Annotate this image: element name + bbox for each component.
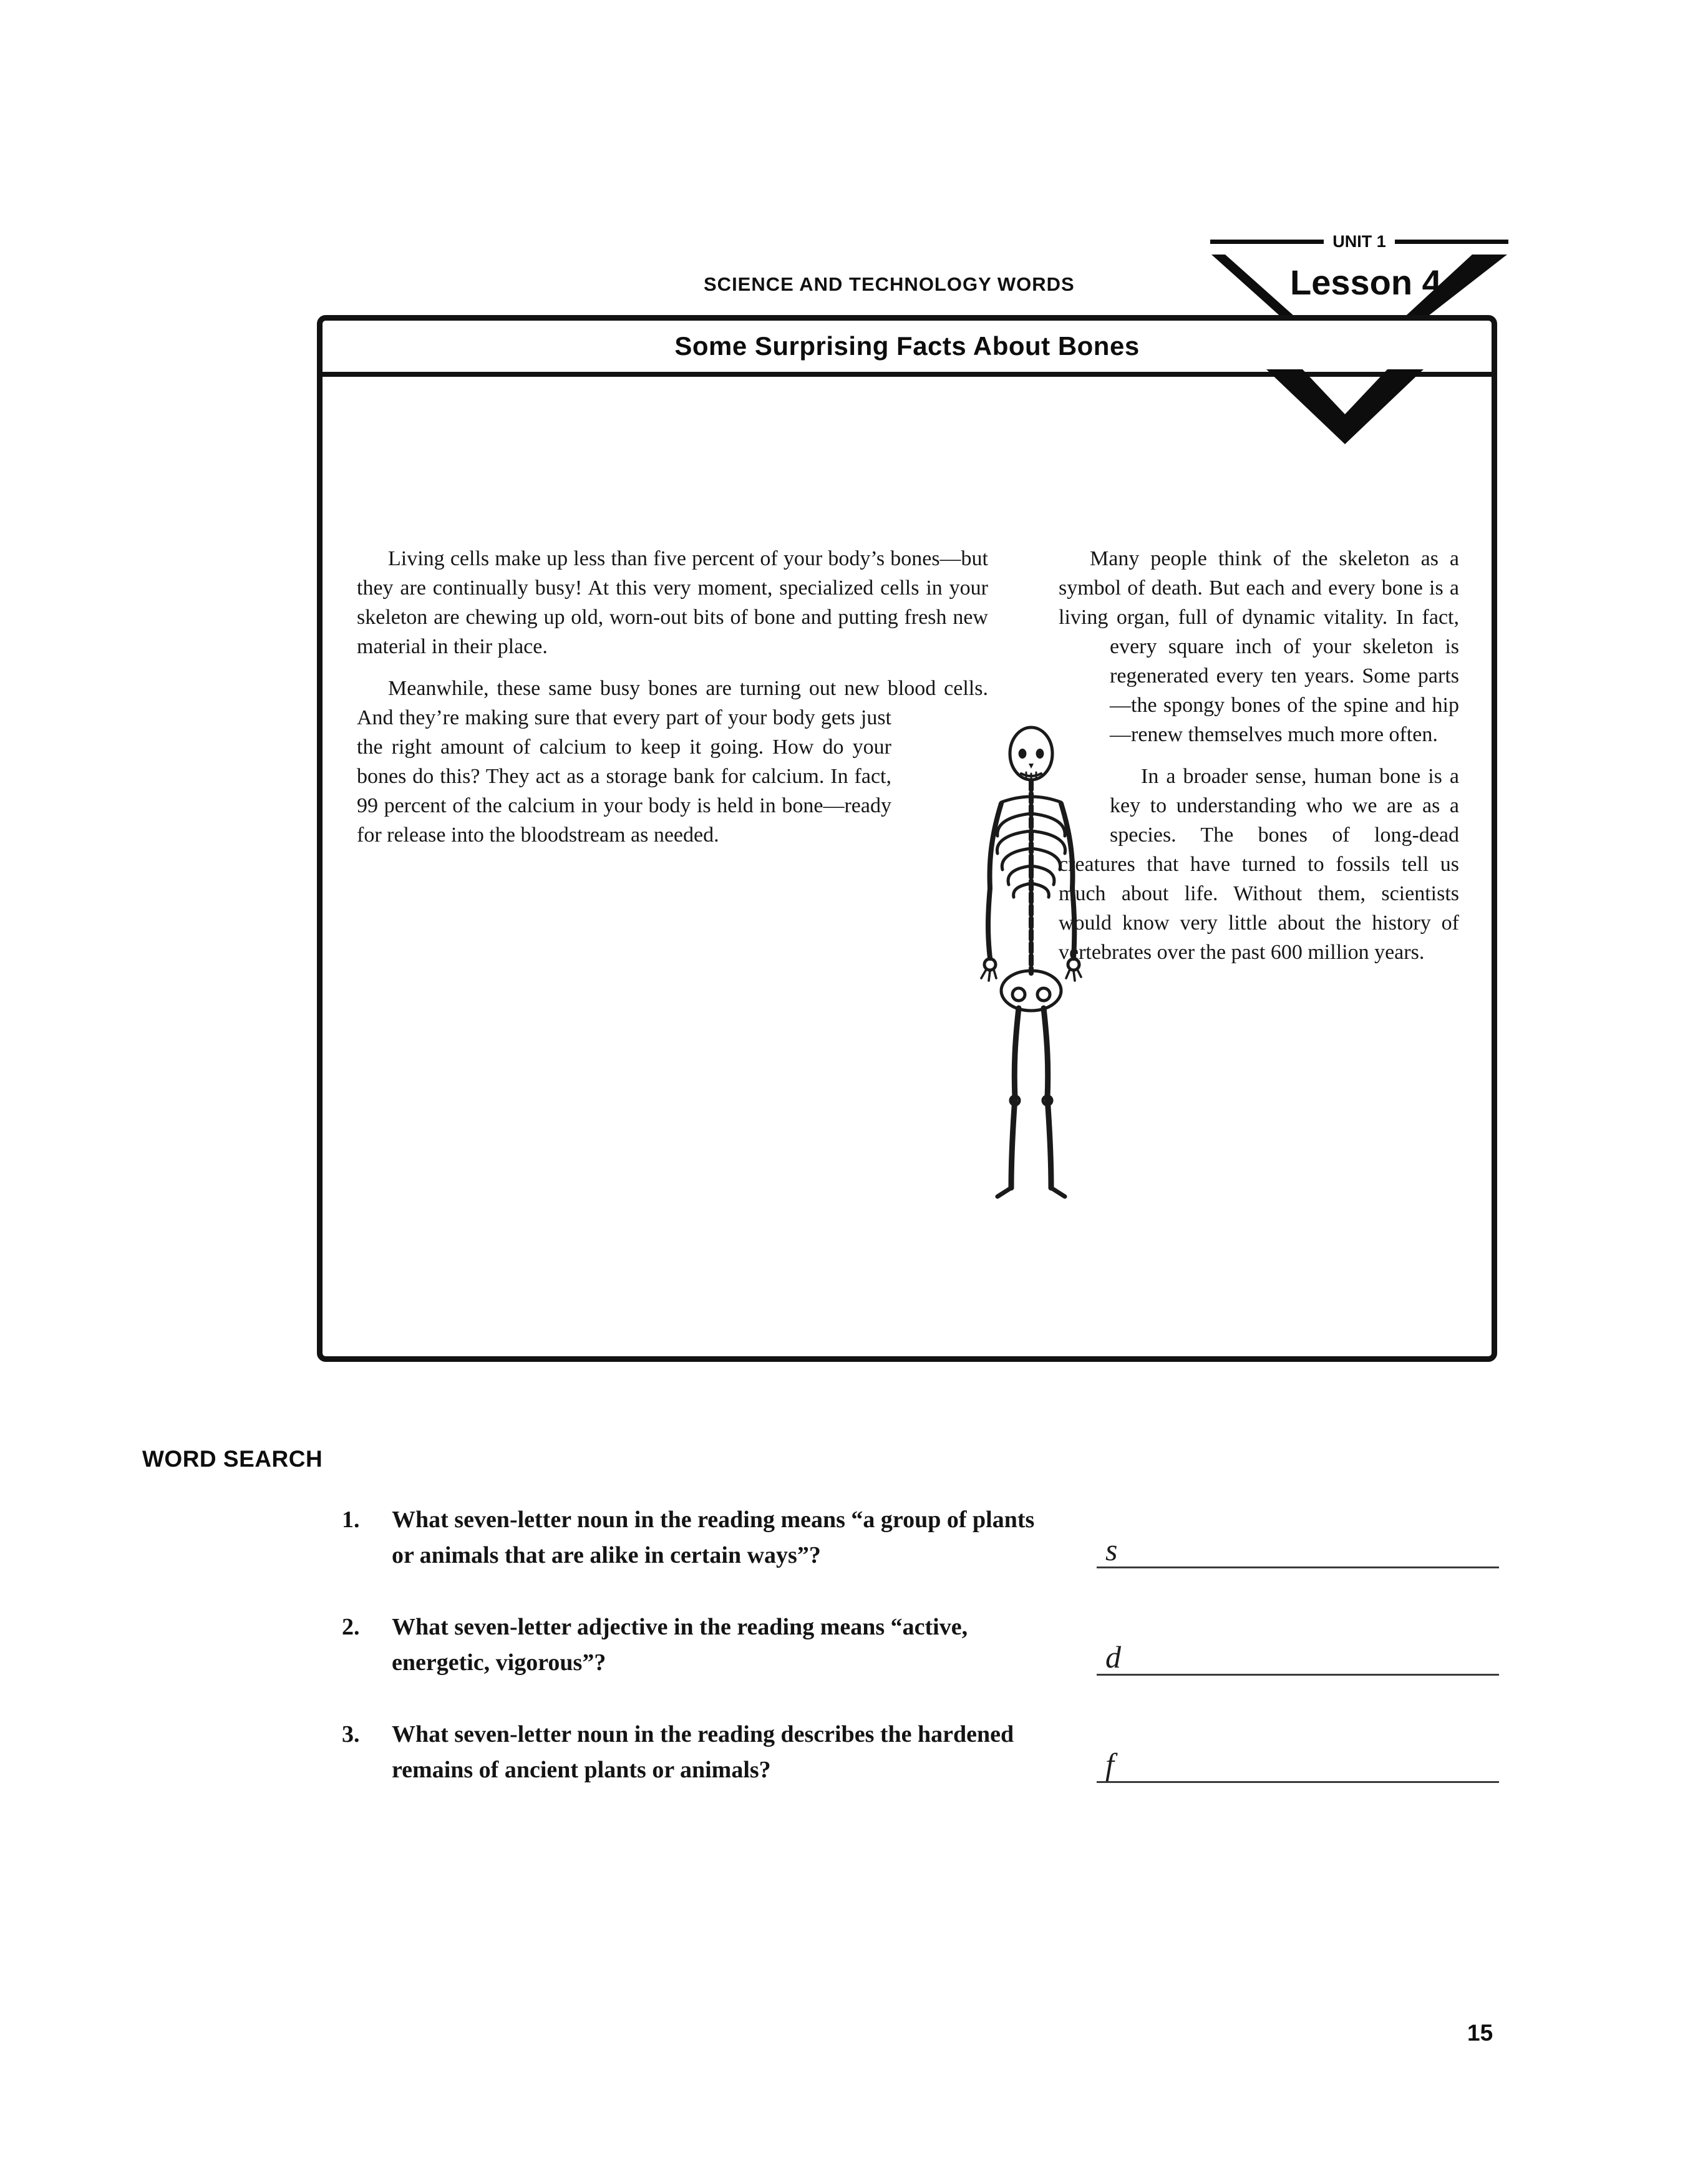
answer-line <box>1097 1641 1499 1676</box>
answer-line <box>1097 1534 1499 1568</box>
unit-label: UNIT 1 <box>1332 232 1386 251</box>
question-text: What seven-letter noun in the reading means “a group of plants or animals that are alike in certain ways”? <box>392 1507 1035 1568</box>
unit-rule-right <box>1395 240 1508 244</box>
question-number: 3. <box>342 1721 360 1747</box>
paragraph: Meanwhile, these same busy bones are turning out new blood cells. And they’re making sure that every part of your body gets just the right amount of calcium to keep it going. How do your bones do this? They act as a storage bank for calcium. In fact, 99 percent of the calcium in your body is held in bone—ready for release into the bloodstream as needed. <box>357 677 988 847</box>
word-search-heading: WORD SEARCH <box>142 1446 323 1472</box>
article-left-column <box>357 544 988 1143</box>
checkmark-icon <box>1266 369 1424 444</box>
answer-hint-letter: f <box>1105 1747 1114 1782</box>
word-search-questions <box>342 1502 1499 1824</box>
page-number: 15 <box>1467 2020 1493 2046</box>
wrap-spacer <box>891 728 988 1143</box>
answer-hint-letter: s <box>1105 1532 1118 1567</box>
answer-hint-letter: d <box>1105 1639 1121 1674</box>
answer-line <box>1097 1749 1499 1783</box>
lesson-banner <box>1210 232 1508 302</box>
article-title: Some Surprising Facts About Bones <box>323 321 1492 377</box>
question-number: 1. <box>342 1507 360 1533</box>
paragraph: In a broader sense, human bone is a key to understanding who we are as a species. The bones of long-dead creatures that have turned to fossils tell us much about life. Without them, scientists would know very little about the history of vertebrates over the past 600 million years. <box>1059 765 1459 964</box>
section-kicker: SCIENCE AND TECHNOLOGY WORDS <box>704 273 1075 295</box>
paragraph: Living cells make up less than five percent of your body’s bones—but they are continually busy! At this very moment, specialized cells in your skeleton are chewing up old, worn-out bits of bone and putting fresh new material in their place. <box>357 547 988 658</box>
wrap-spacer <box>1059 659 1110 847</box>
question-text: What seven-letter adjective in the reading means “active, energetic, vigorous”? <box>392 1614 968 1676</box>
unit-rule-left <box>1210 240 1324 244</box>
question-row <box>342 1717 1499 1788</box>
article-box <box>317 315 1497 1362</box>
question-text: What seven-letter noun in the reading describes the hardened remains of ancient plants or animals? <box>392 1721 1014 1783</box>
lesson-label: Lesson 4 <box>1290 263 1442 302</box>
question-row <box>342 1502 1499 1573</box>
article-body <box>323 377 1492 1143</box>
article-right-column <box>1059 544 1459 1143</box>
question-row <box>342 1610 1499 1681</box>
unit-row <box>1210 232 1508 251</box>
question-number: 2. <box>342 1614 360 1640</box>
paragraph: Many people think of the skeleton as a symbol of death. But each and every bone is a living organ, full of dynamic vitality. In fact, every square inch of your skeleton is regenerated every ten years. Some parts—the spongy bones of the spine and hip—renew themselves much more often. <box>1059 547 1459 746</box>
